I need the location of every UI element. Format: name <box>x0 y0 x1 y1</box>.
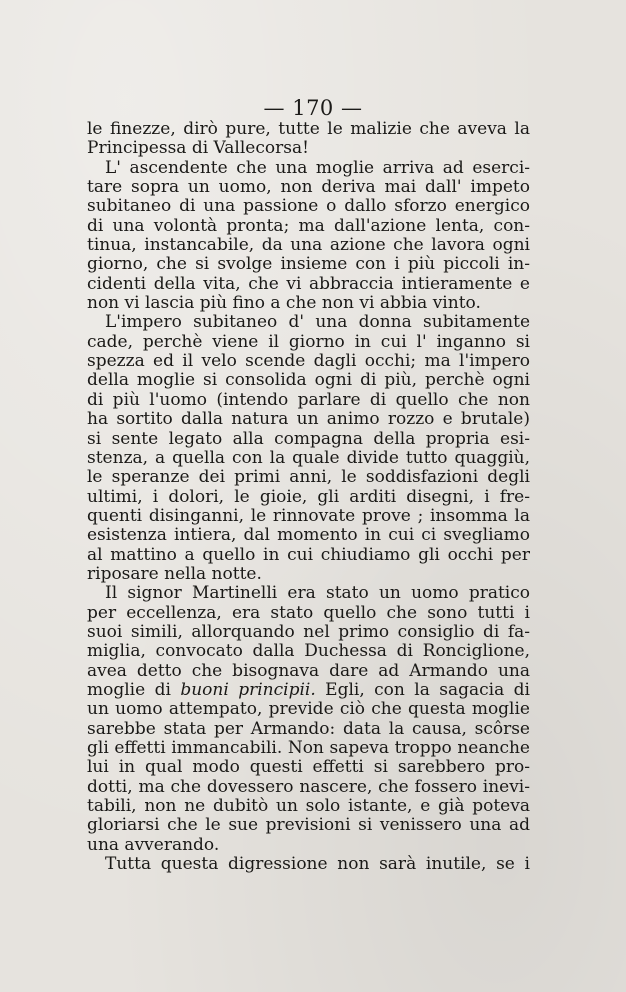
text-line: stenza, a quella con la quale divide tutto quaggiù, <box>87 447 530 468</box>
text-line: avea detto che bisognava dare ad Armando una <box>87 660 530 681</box>
text-line: si sente legato alla compagna della propria esi- <box>87 428 530 449</box>
text-line: miglia, convocato dalla Duchessa di Ronciglione, <box>87 641 530 662</box>
text-line: Principessa di Vallecorsa! <box>87 138 309 159</box>
text-line: lui in qual modo questi effetti si sarebbero pro- <box>87 757 530 778</box>
page-number: — 170 — <box>263 96 363 120</box>
text-line: le finezze, dirò pure, tutte le malizie che aveva la <box>87 119 530 139</box>
text-line: di una volontà pronta; ma dall'azione lenta, con- <box>87 215 530 236</box>
text-line: riposare nella notte. <box>87 563 262 584</box>
paragraph-first-line: Il signor Martinelli era stato un uomo pratico <box>105 583 530 604</box>
text-fragment: Egli, con la sagacia di <box>325 679 530 700</box>
text-fragment: moglie di <box>87 679 171 700</box>
text-line: gli effetti immancabili. Non sapeva troppo neanche <box>87 738 530 758</box>
text-line: non vi lascia più fino a che non vi abbia vinto. <box>87 293 481 314</box>
text-line: cade, perchè viene il giorno in cui l' inganno si <box>87 331 530 352</box>
text-line: gloriarsi che le sue previsioni si venissero una ad <box>87 815 530 836</box>
paragraph-first-line: L' ascendente che una moglie arriva ad eserci- <box>105 157 530 178</box>
text-line: subitaneo di una passione o dallo sforzo energico <box>87 196 530 217</box>
text-line: della moglie si consolida ogni di più, perchè ogni <box>87 370 530 391</box>
italic-phrase: buoni principii. <box>180 679 316 700</box>
body-text <box>87 120 530 874</box>
text-line: una avverando. <box>87 834 220 855</box>
text-line: tinua, instancabile, da una azione che lavora ogni <box>87 235 530 256</box>
text-line: tare sopra un uomo, non deriva mai dall' impeto <box>87 177 530 198</box>
text-line: di più l'uomo (intendo parlare di quello che non <box>87 389 530 410</box>
text-line: ha sortito dalla natura un animo rozzo e brutale) <box>87 409 530 430</box>
text-line: dotti, ma che dovessero nascere, che fossero inevi- <box>87 776 530 797</box>
text-line: quenti disinganni, le rinnovate prove ; insomma la <box>87 505 530 526</box>
text-line: per eccellenza, era stato quello che sono tutti i <box>87 602 530 623</box>
text-line: al mattino a quello in cui chiudiamo gli occhi per <box>87 544 530 565</box>
text-line: esistenza intiera, dal momento in cui ci svegliamo <box>87 525 530 546</box>
text-line: sarebbe stata per Armando: data la causa, scôrse <box>87 718 530 739</box>
text-line: ultimi, i dolori, le gioie, gli arditi disegni, i fre- <box>87 486 530 507</box>
paragraph-first-line: Tutta questa digressione non sarà inutile, se i <box>105 854 530 875</box>
text-line: un uomo attempato, previde ciò che questa moglie <box>87 699 530 720</box>
text-line-with-italic <box>87 681 530 700</box>
text-line: tabili, non ne dubitò un solo istante, e già poteva <box>87 796 530 817</box>
text-line: spezza ed il velo scende dagli occhi; ma l'impero <box>87 351 530 372</box>
text-line: suoi simili, allorquando nel primo consiglio di fa- <box>87 621 530 642</box>
paragraph-first-line: L'impero subitaneo d' una donna subitamente <box>105 312 530 333</box>
text-line: giorno, che si svolge insieme con i più piccoli in- <box>87 254 530 275</box>
text-line: cidenti della vita, che vi abbraccia intieramente e <box>87 273 530 294</box>
text-line: le speranze dei primi anni, le soddisfazioni degli <box>87 467 530 488</box>
